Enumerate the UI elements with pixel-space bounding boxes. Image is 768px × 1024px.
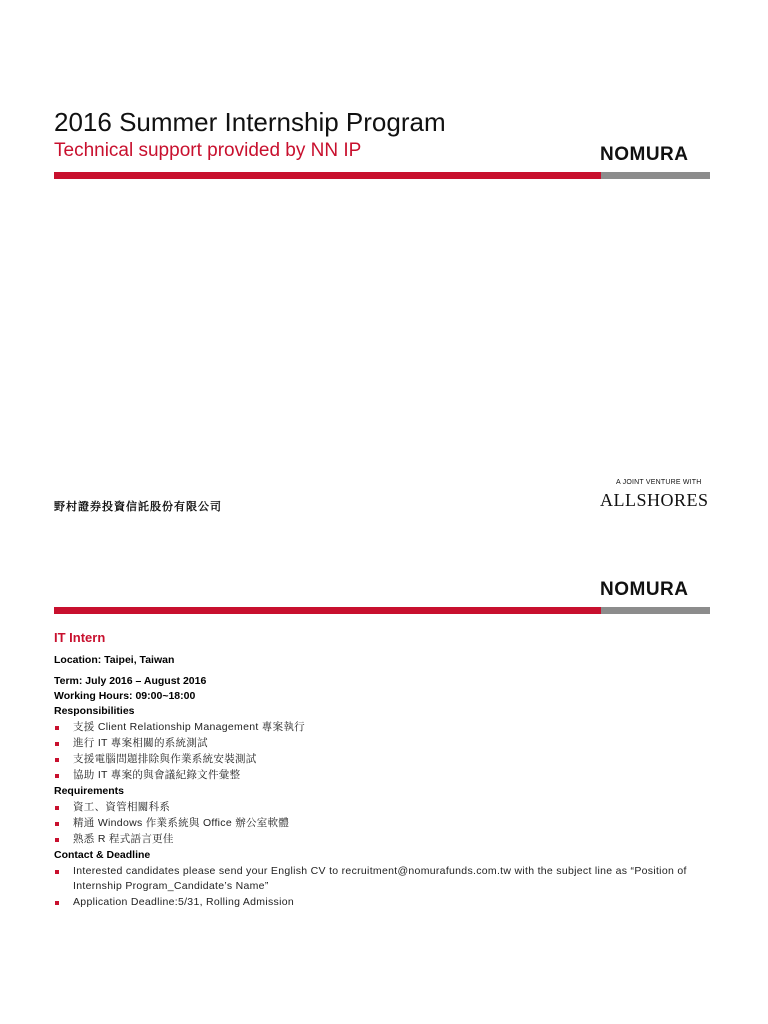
list-item: 協助 IT 專案的與會議紀錄文件彙整 bbox=[54, 768, 714, 783]
list-item: 熟悉 R 程式語言更佳 bbox=[54, 832, 714, 847]
allshores-logo: ALLSHORES bbox=[600, 490, 709, 510]
job-title: IT Intern bbox=[54, 630, 106, 645]
job-divider-grey bbox=[601, 607, 710, 614]
bullet-icon bbox=[55, 806, 59, 810]
header-divider-red bbox=[54, 172, 601, 179]
bullet-icon bbox=[55, 838, 59, 842]
list-item: 進行 IT 專案相關的系統測試 bbox=[54, 736, 714, 751]
list-item: 支援 Client Relationship Management 專案執行 bbox=[54, 720, 714, 735]
job-term: Term: July 2016 – August 2016 bbox=[54, 675, 207, 687]
page-subtitle: Technical support provided by NN IP bbox=[54, 140, 362, 161]
joint-venture-label: A JOINT VENTURE WITH bbox=[616, 479, 702, 486]
bullet-icon bbox=[55, 774, 59, 778]
list-item: 支援電腦問題排除與作業系統安裝測試 bbox=[54, 752, 714, 767]
header-divider-grey bbox=[601, 172, 710, 179]
nomura-logo: NOMURA bbox=[600, 144, 689, 165]
list-item bbox=[54, 864, 714, 894]
contact-heading: Contact & Deadline bbox=[54, 849, 151, 861]
bullet-icon bbox=[55, 870, 59, 874]
list-item: 精通 Windows 作業系統與 Office 辦公室軟體 bbox=[54, 816, 714, 831]
application-deadline: Application Deadline:5/31, Rolling Admission bbox=[73, 896, 294, 908]
requirements-list bbox=[54, 800, 714, 847]
list-item: 資工、資管相關科系 bbox=[54, 800, 714, 815]
bullet-icon bbox=[55, 726, 59, 730]
job-hours: Working Hours: 09:00~18:00 bbox=[54, 690, 196, 702]
job-divider-red bbox=[54, 607, 601, 614]
job-description bbox=[54, 630, 714, 911]
contact-instructions: Interested candidates please send your English CV to recruitment@nomurafunds.com.tw with the subject line as “Position of Internship Program_Candidate’s Name” bbox=[73, 865, 687, 892]
responsibilities-list bbox=[54, 720, 714, 783]
bullet-icon bbox=[55, 822, 59, 826]
bullet-icon bbox=[55, 901, 59, 905]
responsibilities-heading: Responsibilities bbox=[54, 705, 135, 717]
bullet-icon bbox=[55, 758, 59, 762]
company-name: 野村證券投資信託股份有限公司 bbox=[54, 501, 222, 513]
requirements-heading: Requirements bbox=[54, 785, 125, 797]
list-item bbox=[54, 895, 714, 910]
bullet-icon bbox=[55, 742, 59, 746]
job-location: Location: Taipei, Taiwan bbox=[54, 654, 175, 666]
contact-list bbox=[54, 864, 714, 910]
page-title: 2016 Summer Internship Program bbox=[54, 107, 446, 137]
nomura-logo-2: NOMURA bbox=[600, 579, 689, 600]
